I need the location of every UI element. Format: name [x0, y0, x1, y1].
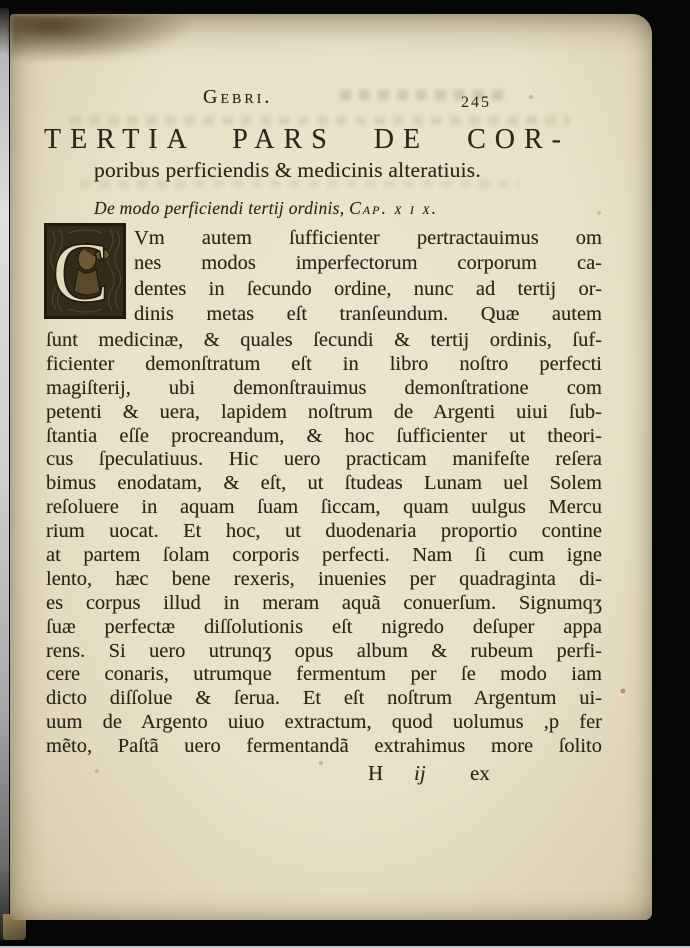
text-line: ſtantia eſſe procreandum, & hoc ſufficienter ut theori- — [46, 424, 602, 447]
corner-shadow — [10, 14, 190, 62]
chapter-number: Cap. x i x. — [349, 198, 438, 218]
text-line: Vm autem ſufficienter pertractauimus om — [134, 227, 602, 249]
foxing-specks — [10, 14, 12, 16]
text-line: ſuæ perfectæ diſſolutionis eſt nigredo deſuper appa — [46, 615, 602, 638]
text-line: nes modos imperfectorum corporum ca- — [134, 252, 602, 275]
scanner-edge-strip — [0, 8, 9, 940]
text-line: cus ſpeculatiuus. Hic uero practicam manifeſte reſera — [46, 448, 602, 471]
text-line: ficienter demonſtratum eſt in libro noſtro perfecti — [46, 352, 602, 375]
section-title-line2: poribus perficiendis & medicinis alteratiuis. — [94, 158, 481, 182]
text-line: petenti & uera, lapidem noſtrum de Argenti uiui ſub- — [46, 400, 602, 423]
gathering-signature: H — [368, 761, 384, 785]
text-line: lento, hæc bene rexeris, inuenies per quadraginta di- — [46, 567, 602, 590]
opening-lines — [134, 223, 602, 327]
book-page — [10, 14, 652, 920]
text-line: rens. Si uero utrunqʒ opus album & rubeum perfi- — [46, 639, 602, 662]
text-line: uum de Argento uiuo extractum, quod uolumus ,p fer — [46, 711, 602, 734]
text-line: mẽto, Paſtã uero fermentandã extrahimus more ſolito — [46, 735, 602, 758]
text-line: dicto diſſolue & ſerua. Et eſt noſtrum Argentum ui- — [46, 687, 602, 710]
body-paragraph — [46, 329, 602, 759]
drop-cap-letter: C — [52, 224, 110, 319]
signature-line — [46, 761, 602, 787]
text-line: dinis metas eſt tranſeundum. Quæ autem — [134, 302, 602, 325]
woodcut-initial-graphic — [44, 223, 126, 319]
text-line: ſunt medicinæ, & quales ſecundi & tertij ordinis, ſuf- — [46, 329, 602, 351]
leaf-signature: ij — [414, 761, 426, 785]
text-line: reſoluere in aquam ſuam ſiccam, quam uulgus Mercu — [46, 496, 602, 519]
text-line: at partem ſolam corporis perfecti. Nam ſi cum igne — [46, 544, 602, 567]
catchword: ex — [470, 761, 490, 785]
text-line: rium uocat. Et hoc, ut duodenaria proportio contine — [46, 520, 602, 543]
section-title-line1: TERTIA PARS DE COR- — [44, 124, 570, 155]
running-title: Gebri. — [203, 86, 273, 108]
chapter-heading — [94, 198, 438, 219]
opening-paragraph — [44, 223, 602, 327]
text-line: dentes in ſecundo ordine, nunc ad tertij or- — [134, 277, 602, 300]
text-line: es corpus illud in meram aquã conuerſum. Signumqʒ — [46, 591, 602, 614]
woodcut-initial-icon — [44, 223, 126, 319]
page-number: 245 — [461, 94, 491, 111]
chapter-heading-text: De modo perficiendi tertij ordinis, — [94, 198, 350, 218]
text-line: magiſterij, ubi demonſtrauimus demonſtratione com — [46, 376, 602, 399]
text-line: cere conaris, utrumque fermentum per ſe modo iam — [46, 663, 602, 686]
text-line: bimus enodatam, & eſt, ut ſtudeas Lunam uel Solem — [46, 472, 602, 495]
